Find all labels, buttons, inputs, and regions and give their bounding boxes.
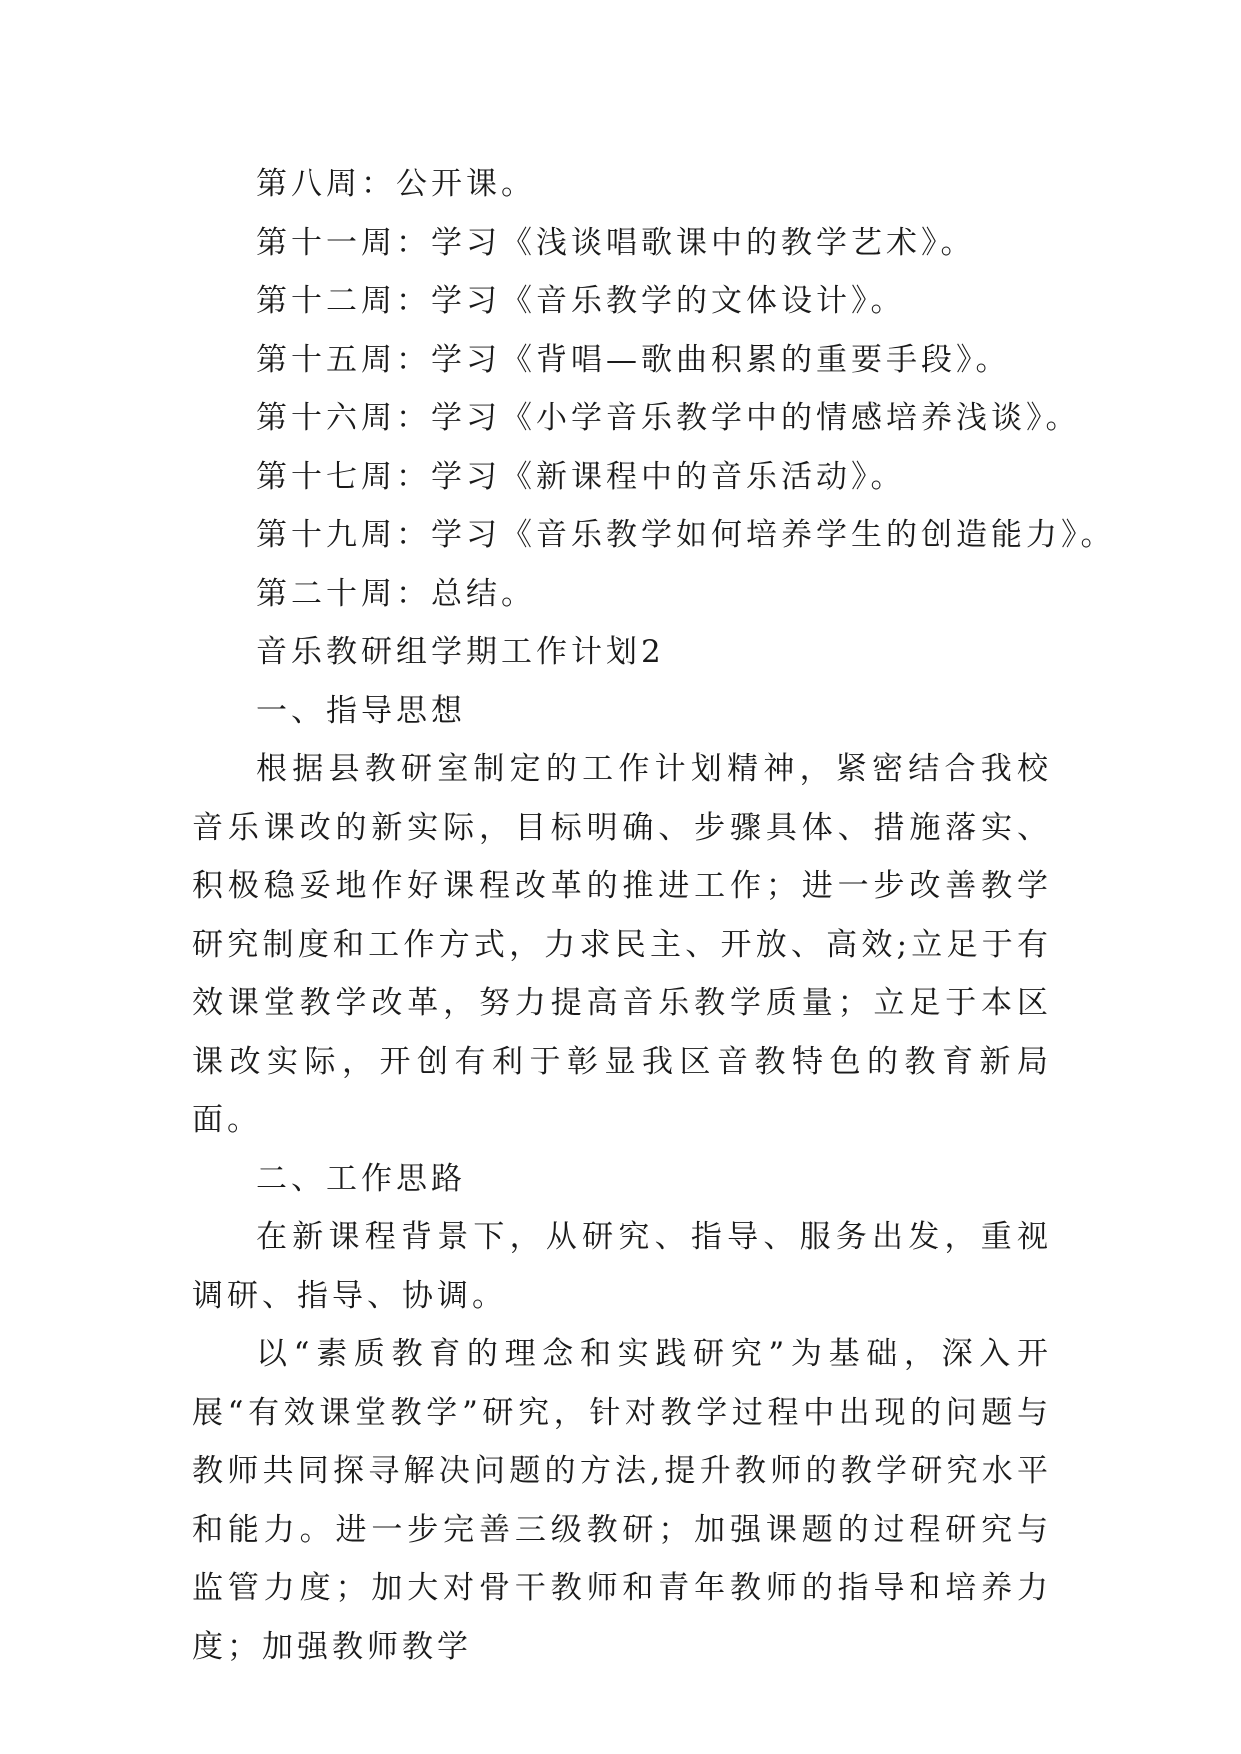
paragraph: 根据县教研室制定的工作计划精神，紧密结合我校音乐课改的新实际，目标明确、步骤具体、措施落实、积极稳妥地作好课程改革的推进工作；进一步改善教学研究制度和工作方式，力求民主、开放、高效;立足于有效课堂教学改革，努力提高音乐教学质量；立足于本区课改实际，开创有利于彰显我区音教特色的教育新局面。 [192, 751, 1052, 1138]
document-body [192, 155, 1116, 1676]
paragraph: 以“素质教育的理念和实践研究”为基础，深入开展“有效课堂教学”研究，针对教学过程中出现的问题与教师共同探寻解决问题的方法,提升教师的教学研究水平和能力。进一步完善三级教研；加强课题的过程研究与监管力度；加大对骨干教师和青年教师的指导和培养力度；加强教师教学 [192, 1336, 1052, 1665]
schedule-item: 第十一周：学习《浅谈唱歌课中的教学艺术》。 [256, 224, 976, 261]
schedule-item: 第十二周：学习《音乐教学的文体设计》。 [256, 283, 906, 319]
schedule-item: 第十七周：学习《新课程中的音乐活动》。 [256, 458, 906, 495]
schedule-item: 第十五周：学习《背唱—歌曲积累的重要手段》。 [256, 341, 1011, 378]
section-heading: 二、工作思路 [256, 1160, 466, 1197]
schedule-item: 第八周：公开课。 [256, 166, 536, 202]
paragraph: 在新课程背景下，从研究、指导、服务出发，重视调研、指导、协调。 [192, 1219, 1052, 1314]
plan-title: 音乐教研组学期工作计划2 [256, 634, 665, 670]
schedule-item: 第十九周：学习《音乐教学如何培养学生的创造能力》。 [256, 517, 1116, 553]
schedule-item: 第二十周：总结。 [256, 575, 536, 612]
schedule-item: 第十六周：学习《小学音乐教学中的情感培养浅谈》。 [256, 400, 1081, 436]
section-heading: 一、指导思想 [256, 692, 466, 729]
